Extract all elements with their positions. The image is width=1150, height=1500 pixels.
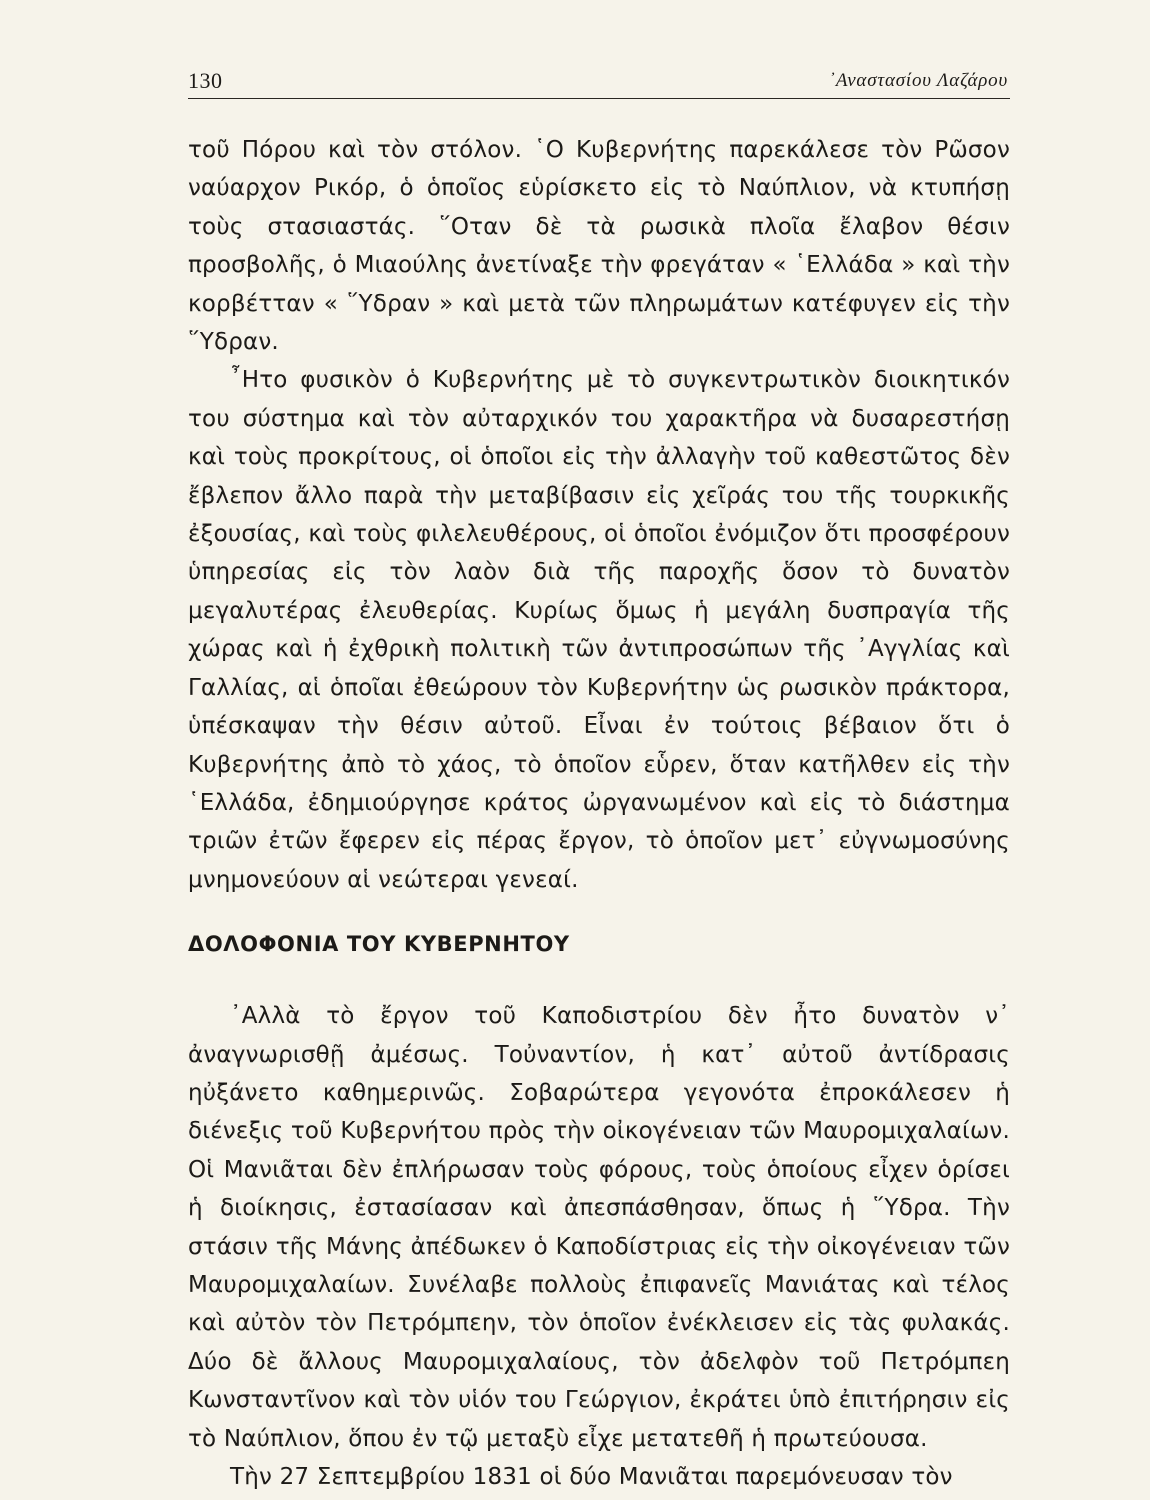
paragraph: Τὴν 27 Σεπτεμβρίου 1831 οἱ δύο Μανιᾶται παρεμόνευσαν τὸν bbox=[230, 1464, 953, 1490]
running-header bbox=[188, 64, 1010, 99]
body-text bbox=[188, 131, 1010, 1496]
section-heading: ΔΟΛΟΦΟΝΙΑ ΤΟΥ ΚΥΒΕΡΝΗΤΟΥ bbox=[188, 932, 570, 957]
running-title: ᾿Αναστασίου Λαζάρου bbox=[828, 70, 1008, 91]
paragraph: ῏Ητο φυσικὸν ὁ Κυβερνήτης μὲ τὸ συγκεντρωτικὸν διοικητικόν του σύστημα καὶ τὸν αὐταρχικόν του χαρακτῆρα νὰ δυσαρεστήσῃ καὶ τοὺς προκρίτους, οἱ ὁποῖοι εἰς τὴν ἀλλαγὴν τοῦ καθεστῶτος δὲν ἔβλεπον ἄλλο παρὰ τὴν μεταβίβασιν εἰς χεῖράς του τῆς τουρκικῆς ἐξουσίας, καὶ τοὺς φιλελευθέρους, οἱ ὁποῖοι ἐνόμιζον ὅτι προσφέρουν ὑπηρεσίας εἰς τὸν λαὸν διὰ τῆς παροχῆς ὅσον τὸ δυνατὸν μεγαλυτέρας ἐλευθερίας. Κυρίως ὅμως ἡ μεγάλη δυσπραγία τῆς χώρας καὶ ἡ ἐχθρικὴ πολιτικὴ τῶν ἀντιπροσώπων τῆς ᾿Αγγλίας καὶ Γαλλίας, αἱ ὁποῖαι ἐθεώρουν τὸν Κυβερνήτην ὡς ρωσικὸν πράκτορα, ὑπέσκαψαν τὴν θέσιν αὐτοῦ. Εἶναι ἐν τούτοις βέβαιον ὅτι ὁ Κυβερνήτης ἀπὸ τὸ χάος, τὸ ὁποῖον εὗρεν, ὅταν κατῆλθεν εἰς τὴν ῾Ελλάδα, ἐδημιούργησε κράτος ὠργανωμένον καὶ εἰς τὸ διάστημα τριῶν ἐτῶν ἔφερεν εἰς πέρας ἔργον, τὸ ὁποῖον μετ᾿ εὐγνωμοσύνης μνημονεύουν αἱ νεώτεραι γενεαί. bbox=[188, 367, 1010, 893]
page-number: 130 bbox=[188, 68, 223, 93]
paragraph: ᾿Αλλὰ τὸ ἔργον τοῦ Καποδιστρίου δὲν ἦτο δυνατὸν ν᾿ ἀναγνωρισθῇ ἀμέσως. Τοὐναντίον, ἡ κατ᾿ αὐτοῦ ἀντίδρασις ηὐξάνετο καθημερινῶς. Σοβαρώτερα γεγονότα ἐπροκάλεσεν ἡ διένεξις τοῦ Κυβερνήτου πρὸς τὴν οἰκογένειαν τῶν Μαυρομιχαλαίων. Οἱ Μανιᾶται δὲν ἐπλήρωσαν τοὺς φόρους, τοὺς ὁποίους εἶχεν ὁρίσει ἡ διοίκησις, ἐστασίασαν καὶ ἀπεσπάσθησαν, ὅπως ἡ ῞Υδρα. Τὴν στάσιν τῆς Μάνης ἀπέδωκεν ὁ Καποδίστριας εἰς τὴν οἰκογένειαν τῶν Μαυρομιχαλαίων. Συνέλαβε πολλοὺς ἐπιφανεῖς Μανιάτας καὶ τέλος καὶ αὐτὸν τὸν Πετρόμπεην, τὸν ὁποῖον ἐνέκλεισεν εἰς τὰς φυλακάς. Δύο δὲ ἄλλους Μαυρομιχαλαίους, τὸν ἀδελφὸν τοῦ Πετρόμπεη Κωνσταντῖνον καὶ τὸν υἱόν του Γεώργιον, ἐκράτει ὑπὸ ἐπιτήρησιν εἰς τὸ Ναύπλιον, ὅπου ἐν τῷ μεταξὺ εἶχε μετατεθῆ ἡ πρωτεύουσα. bbox=[188, 1003, 1010, 1452]
paragraph: τοῦ Πόρου καὶ τὸν στόλον. ῾Ο Κυβερνήτης παρεκάλεσε τὸν Ρῶσον ναύαρχον Ρικόρ, ὁ ὁποῖος εὑρίσκετο εἰς τὸ Ναύπλιον, νὰ κτυπήσῃ τοὺς στασιαστάς. ῞Οταν δὲ τὰ ρωσικὰ πλοῖα ἔλαβον θέσιν προσβολῆς, ὁ Μιαούλης ἀνετίναξε τὴν φρεγάταν « ῾Ελλάδα » καὶ τὴν κορβέτταν « ῞Υδραν » καὶ μετὰ τῶν πληρωμάτων κατέφυγεν εἰς τὴν ῞Υδραν. bbox=[188, 137, 1010, 356]
